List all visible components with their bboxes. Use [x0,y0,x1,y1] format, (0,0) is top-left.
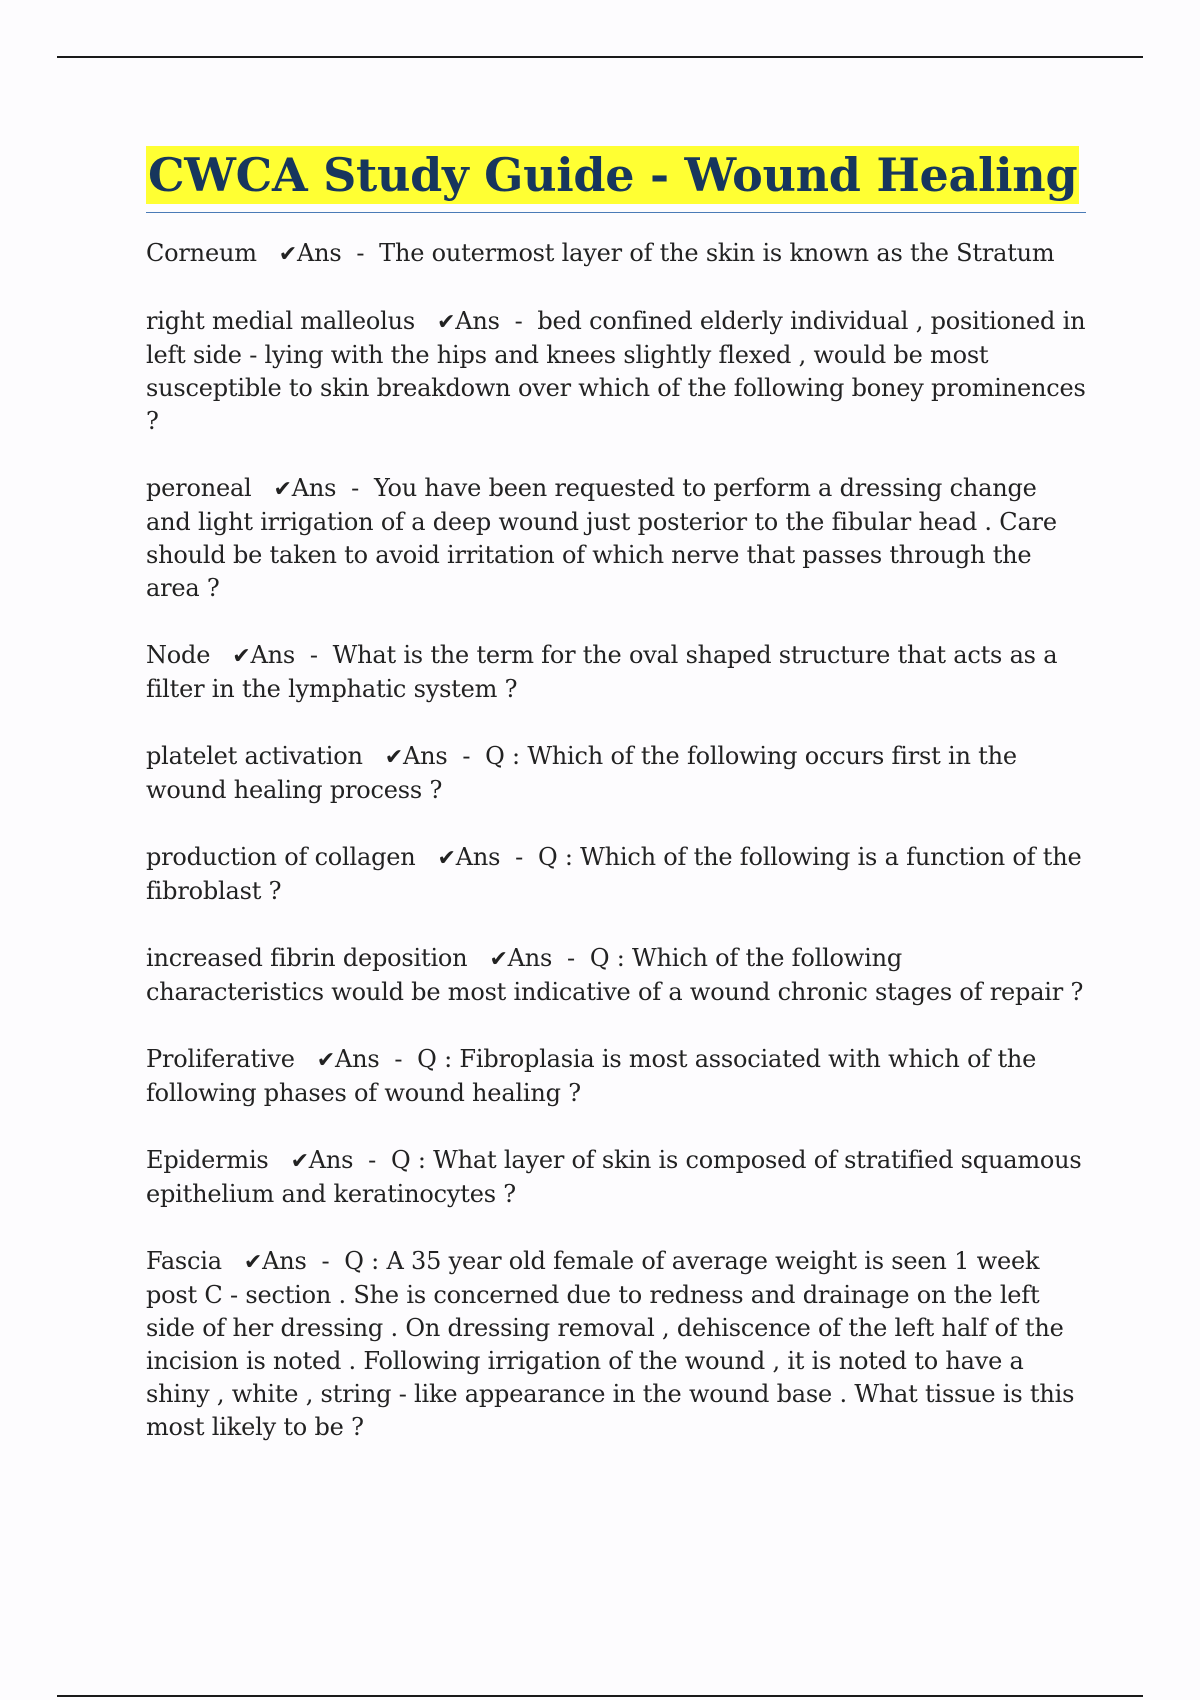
answer-term: peroneal [146,474,252,502]
separator: - [351,474,360,502]
separator: - [394,1045,403,1073]
answer-term: Corneum [146,239,257,267]
answer-term: Proliferative [146,1045,295,1073]
check-icon: ✔ [436,310,456,335]
top-rule [57,56,1143,58]
entry-list [146,237,1086,1444]
separator: - [356,239,365,267]
separator: - [462,742,471,770]
ans-label: Ans [455,307,500,335]
document-body [146,146,1086,1478]
check-icon: ✔ [489,947,508,972]
ans-label: Ans [250,641,295,669]
qa-entry [146,942,1086,1009]
check-icon: ✔ [278,242,297,267]
qa-entry [146,237,1086,271]
answer-term: Fascia [146,1247,222,1275]
check-icon: ✔ [243,1250,263,1275]
question-text: Q : Which of the following characteristics would be most indicative of a wound chronic stages of repair ? [146,944,1084,1006]
answer-term: platelet activation [146,742,363,770]
question-text: Q : What layer of skin is composed of stratified squamous epithelium and keratinocytes ? [146,1146,1082,1208]
question-text: bed confined elderly individual , positioned in left side - lying with the hips and knees slightly flexed , would be most susceptible to skin breakdown over which of the following boney prominences ? [146,307,1086,435]
answer-term: Epidermis [146,1146,269,1174]
check-icon: ✔ [232,644,251,669]
separator: - [309,641,318,669]
separator: - [368,1146,377,1174]
answer-term: increased fibrin deposition [146,944,468,972]
qa-entry [146,639,1086,706]
question-text: Q : A 35 year old female of average weight is seen 1 week post C - section . She is concerned due to redness and drainage on the left side of her dressing . On dressing removal , dehiscence of the left half of the incision is noted . Following irrigation of the wound , it is noted to have a shiny , white , string - like appearance in the wound base . What tissue is this most likely to be ? [146,1247,1075,1441]
qa-entry [146,841,1086,908]
ans-label: Ans [297,239,342,267]
ans-label: Ans [291,474,337,502]
qa-entry [146,472,1086,605]
qa-entry [146,740,1086,807]
check-icon: ✔ [437,846,456,871]
question-text: Q : Which of the following occurs first in the wound healing process ? [146,742,1017,804]
separator: - [514,307,523,335]
question-text: What is the term for the oval shaped structure that acts as a filter in the lymphatic system ? [146,641,1058,703]
separator: - [321,1247,330,1275]
page-title: CWCA Study Guide - Wound Healing [148,148,1078,202]
qa-entry [146,1043,1086,1110]
separator: - [567,944,575,972]
question-text: The outermost layer of the skin is known as the Stratum [379,239,1055,267]
qa-entry [146,1144,1086,1211]
ans-label: Ans [308,1146,354,1174]
ans-label: Ans [402,742,448,770]
ans-label: Ans [262,1247,307,1275]
ans-label: Ans [335,1045,380,1073]
check-icon: ✔ [290,1149,309,1174]
bottom-rule [57,1695,1143,1697]
answer-term: right medial malleolus [146,307,415,335]
answer-term: Node [146,641,211,669]
check-icon: ✔ [273,477,292,502]
question-text: You have been requested to perform a dressing change and light irrigation of a deep wound just posterior to the fibular head . Care should be taken to avoid irritation of which nerve that passes through the area ? [146,474,1057,602]
ans-label: Ans [455,843,501,871]
separator: - [515,843,524,871]
qa-entry [146,1245,1086,1444]
ans-label: Ans [507,944,553,972]
question-text: Q : Which of the following is a function of the fibroblast ? [146,843,1082,905]
question-text: Q : Fibroplasia is most associated with which of the following phases of wound healing ? [146,1045,1037,1107]
qa-entry [146,305,1086,438]
title-block [146,146,1086,213]
check-icon: ✔ [316,1048,336,1073]
check-icon: ✔ [384,745,403,770]
answer-term: production of collagen [146,843,416,871]
